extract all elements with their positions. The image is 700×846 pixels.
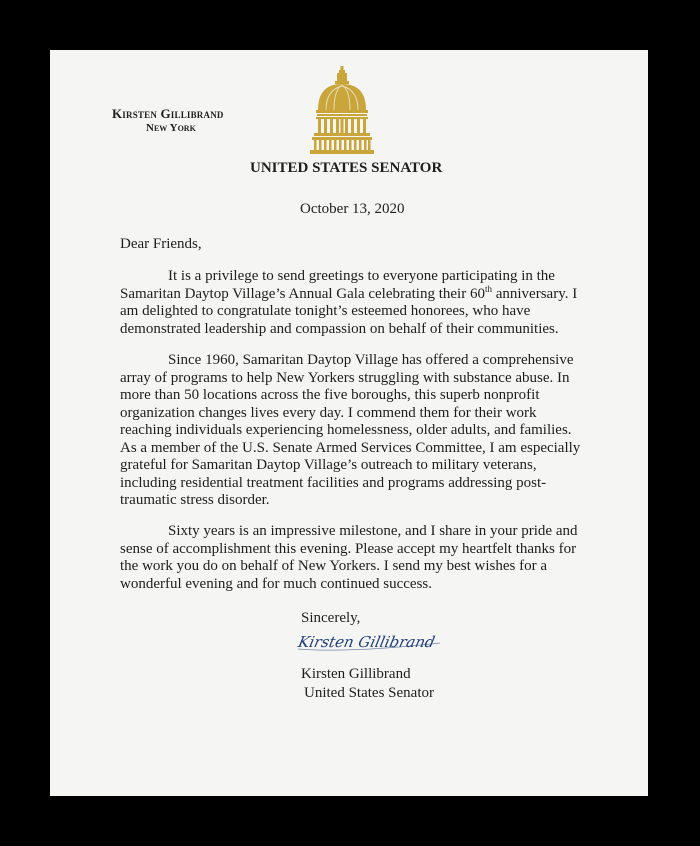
letter-page bbox=[50, 50, 648, 796]
closing: Sincerely, bbox=[301, 610, 361, 626]
salutation: Dear Friends, bbox=[120, 236, 202, 252]
signer-name: Kirsten Gillibrand bbox=[301, 666, 411, 682]
signature-image bbox=[290, 625, 450, 655]
senator-title: UNITED STATES SENATOR bbox=[250, 160, 443, 176]
letterhead-state: New York bbox=[146, 122, 196, 134]
ordinal-suffix: th bbox=[484, 283, 492, 294]
letter-date: October 13, 2020 bbox=[300, 201, 405, 217]
signature-text: Kirsten Gillibrand bbox=[296, 633, 437, 651]
paragraph-1-text: It is a privilege to send greetings to everyone participating in the Samaritan Daytop Village’s Annual Gala celebrating their 60 bbox=[120, 268, 555, 302]
letterhead-name: Kirsten Gillibrand bbox=[112, 106, 224, 121]
paragraph-3: Sixty years is an impressive milestone, and I share in your pride and sense of accomplishment this evening. Please accept my heartfelt thanks for the work you do on behalf of New Yorkers. I send my best wishes for a wonderful evening and for much continued success. bbox=[120, 523, 578, 592]
paragraph-1-text-cont: anniversary. I am delighted to congratulate tonight’s esteemed honorees, who have demonstrated leadership and compassion on behalf of their communities. bbox=[120, 285, 578, 337]
paragraph-1 bbox=[120, 268, 585, 338]
paragraph-2: Since 1960, Samaritan Daytop Village has offered a comprehensive array of programs to help New Yorkers struggling with substance abuse. In more than 50 locations across the five boroughs, this superb nonprofit organization changes lives every day. I commend them for their work reaching individuals experiencing homelessness, older adults, and families. As a member of the U.S. Senate Armed Services Committee, I am especially grateful for Samaritan Daytop Village’s outreach to military veterans, including residential treatment facilities and programs addressing post-traumatic stress disorder. bbox=[120, 352, 581, 508]
capitol-dome-icon bbox=[308, 66, 376, 158]
signer-title: United States Senator bbox=[304, 685, 434, 701]
